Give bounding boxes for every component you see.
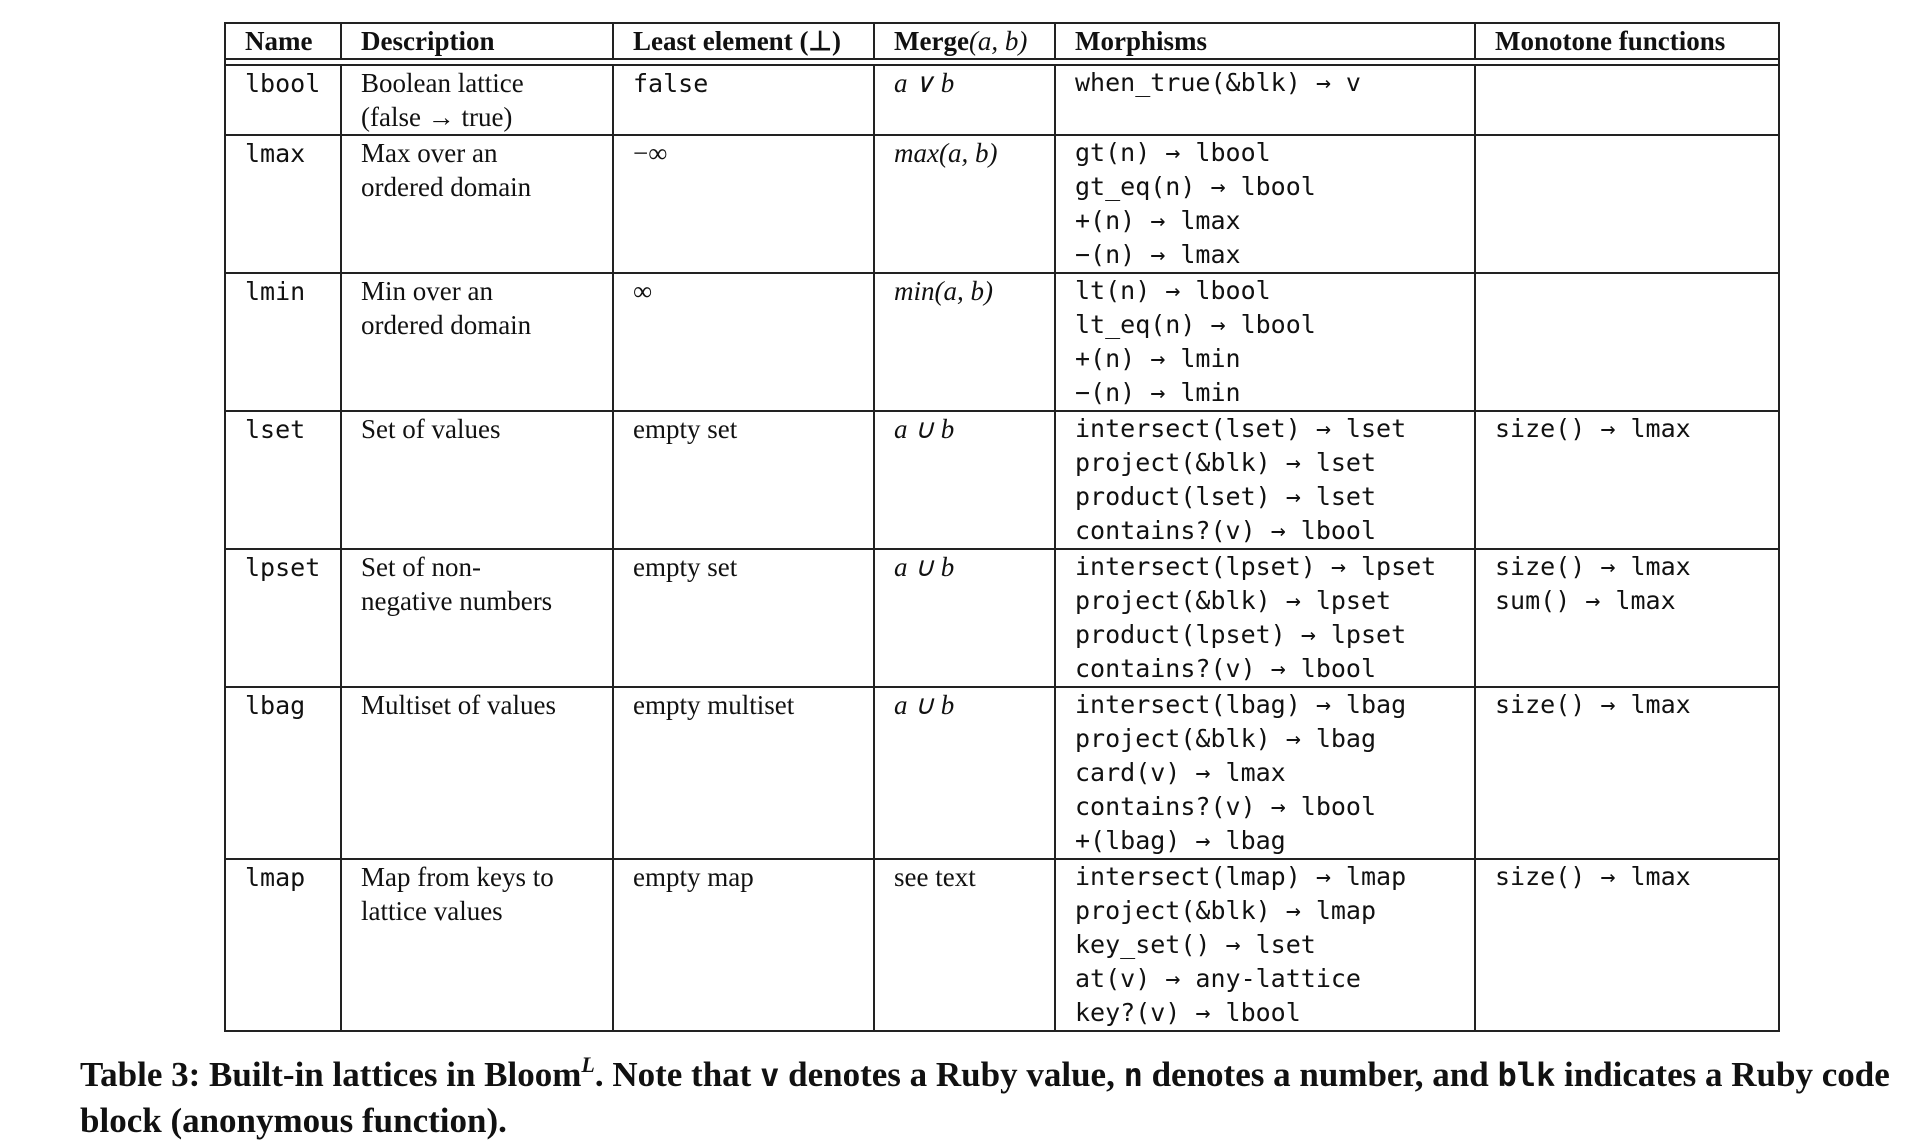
- cell-name: [225, 135, 341, 273]
- cell-monotone-functions: [1475, 549, 1779, 687]
- morphism-line: +(n) → lmax: [1075, 206, 1241, 235]
- morphism-line: project(&blk) → lpset: [1075, 586, 1392, 615]
- caption-text-2: . Note that: [594, 1055, 761, 1094]
- cell-name: [225, 549, 341, 687]
- cell-description: [341, 65, 613, 135]
- description-line: ordered domain: [361, 310, 532, 340]
- cell-merge: [874, 273, 1055, 411]
- cell-description: [341, 411, 613, 549]
- merge-value: a ∪ b: [894, 552, 955, 582]
- morphism-line: key?(v) → lbool: [1075, 998, 1301, 1027]
- lattice-name: lset: [245, 415, 306, 444]
- table-header-row: [225, 23, 1779, 59]
- cell-least-element: [613, 859, 874, 1031]
- least-element-value: empty map: [633, 862, 754, 892]
- monotone-line: size() → lmax: [1495, 552, 1691, 581]
- cell-name: [225, 687, 341, 859]
- morphism-line: project(&blk) → lset: [1075, 448, 1377, 477]
- morphism-line: lt_eq(n) → lbool: [1075, 310, 1316, 339]
- cell-morphisms: [1055, 411, 1475, 549]
- cell-least-element: [613, 549, 874, 687]
- cell-morphisms: [1055, 135, 1475, 273]
- least-element-value: −∞: [633, 138, 668, 168]
- merge-value: min(a, b): [894, 276, 993, 306]
- lattice-name: lbool: [245, 69, 321, 98]
- cell-merge: [874, 411, 1055, 549]
- caption-code-v: v: [760, 1056, 780, 1094]
- caption-text-5: indicates a Ruby code block (anonymous function).: [80, 1055, 1890, 1140]
- table-row: [225, 687, 1779, 859]
- caption-text-3: denotes a Ruby value,: [779, 1055, 1124, 1094]
- cell-least-element: [613, 65, 874, 135]
- cell-name: [225, 65, 341, 135]
- morphism-line: card(v) → lmax: [1075, 758, 1286, 787]
- table-row: [225, 411, 1779, 549]
- morphism-line: −(n) → lmin: [1075, 378, 1241, 407]
- header-merge-args: (a, b): [968, 26, 1028, 56]
- cell-description: [341, 549, 613, 687]
- morphism-line: contains?(v) → lbool: [1075, 516, 1377, 545]
- description-line: negative numbers: [361, 586, 553, 616]
- cell-merge: [874, 687, 1055, 859]
- cell-name: [225, 411, 341, 549]
- cell-monotone-functions: [1475, 687, 1779, 859]
- merge-value: max(a, b): [894, 138, 998, 168]
- table-caption: [80, 1052, 1920, 1143]
- header-merge: [874, 23, 1055, 59]
- morphism-line: +(lbag) → lbag: [1075, 826, 1286, 855]
- cell-morphisms: [1055, 549, 1475, 687]
- built-in-lattices-table: [224, 22, 1780, 1032]
- caption-code-blk: blk: [1497, 1056, 1556, 1094]
- caption-text-4: denotes a number, and: [1142, 1055, 1498, 1094]
- morphism-line: intersect(lset) → lset: [1075, 414, 1407, 443]
- cell-monotone-functions: [1475, 65, 1779, 135]
- cell-morphisms: [1055, 65, 1475, 135]
- header-least-element: Least element (⊥): [613, 23, 874, 59]
- cell-monotone-functions: [1475, 135, 1779, 273]
- cell-least-element: [613, 135, 874, 273]
- description-line: Max over an: [361, 138, 498, 168]
- monotone-line: size() → lmax: [1495, 414, 1691, 443]
- cell-monotone-functions: [1475, 859, 1779, 1031]
- header-morphisms: Morphisms: [1055, 23, 1475, 59]
- lattice-name: lpset: [245, 553, 321, 582]
- table-body: [225, 59, 1779, 1031]
- cell-least-element: [613, 273, 874, 411]
- header-description: Description: [341, 23, 613, 59]
- description-line: Set of values: [361, 414, 501, 444]
- cell-merge: [874, 859, 1055, 1031]
- merge-value: a ∪ b: [894, 414, 955, 444]
- lattice-table-container: [224, 22, 1778, 1032]
- cell-morphisms: [1055, 859, 1475, 1031]
- morphism-line: gt_eq(n) → lbool: [1075, 172, 1316, 201]
- morphism-line: −(n) → lmax: [1075, 240, 1241, 269]
- header-monotone-functions: Monotone functions: [1475, 23, 1779, 59]
- morphism-line: when_true(&blk) → v: [1075, 68, 1361, 97]
- cell-merge: [874, 65, 1055, 135]
- cell-name: [225, 273, 341, 411]
- morphism-line: lt(n) → lbool: [1075, 276, 1271, 305]
- cell-monotone-functions: [1475, 411, 1779, 549]
- cell-monotone-functions: [1475, 273, 1779, 411]
- morphism-line: product(lpset) → lpset: [1075, 620, 1407, 649]
- merge-value: see text: [894, 862, 976, 892]
- cell-description: [341, 859, 613, 1031]
- merge-value: a ∪ b: [894, 690, 955, 720]
- description-line: Map from keys to: [361, 862, 554, 892]
- merge-value: a ∨ b: [894, 68, 955, 98]
- description-line: Set of non-: [361, 552, 481, 582]
- description-line: (false → true): [361, 102, 513, 132]
- morphism-line: key_set() → lset: [1075, 930, 1316, 959]
- monotone-line: size() → lmax: [1495, 690, 1691, 719]
- morphism-line: contains?(v) → lbool: [1075, 792, 1377, 821]
- cell-description: [341, 273, 613, 411]
- cell-name: [225, 859, 341, 1031]
- table-row: [225, 135, 1779, 273]
- cell-merge: [874, 135, 1055, 273]
- header-merge-label: Merge: [894, 26, 969, 56]
- description-line: Boolean lattice: [361, 68, 524, 98]
- lattice-name: lmap: [245, 863, 306, 892]
- least-element-value: ∞: [633, 276, 653, 306]
- caption-superscript: L: [581, 1052, 595, 1077]
- lattice-name: lmin: [245, 277, 306, 306]
- table-row: [225, 65, 1779, 135]
- morphism-line: intersect(lpset) → lpset: [1075, 552, 1437, 581]
- description-line: Multiset of values: [361, 690, 556, 720]
- cell-merge: [874, 549, 1055, 687]
- morphism-line: project(&blk) → lmap: [1075, 896, 1377, 925]
- caption-code-n: n: [1123, 1056, 1143, 1094]
- lattice-name: lbag: [245, 691, 306, 720]
- table-row: [225, 549, 1779, 687]
- cell-description: [341, 135, 613, 273]
- least-element-value: false: [633, 69, 709, 98]
- morphism-line: intersect(lbag) → lbag: [1075, 690, 1407, 719]
- cell-morphisms: [1055, 273, 1475, 411]
- morphism-line: product(lset) → lset: [1075, 482, 1377, 511]
- cell-least-element: [613, 687, 874, 859]
- morphism-line: gt(n) → lbool: [1075, 138, 1271, 167]
- least-element-value: empty set: [633, 552, 738, 582]
- morphism-line: contains?(v) → lbool: [1075, 654, 1377, 683]
- header-name: Name: [225, 23, 341, 59]
- description-line: lattice values: [361, 896, 503, 926]
- table-row: [225, 273, 1779, 411]
- morphism-line: +(n) → lmin: [1075, 344, 1241, 373]
- lattice-name: lmax: [245, 139, 306, 168]
- cell-morphisms: [1055, 687, 1475, 859]
- monotone-line: sum() → lmax: [1495, 586, 1676, 615]
- morphism-line: at(v) → any-lattice: [1075, 964, 1361, 993]
- morphism-line: project(&blk) → lbag: [1075, 724, 1377, 753]
- least-element-value: empty multiset: [633, 690, 795, 720]
- caption-text-1: Table 3: Built-in lattices in Bloom: [80, 1055, 582, 1094]
- table-row: [225, 859, 1779, 1031]
- monotone-line: size() → lmax: [1495, 862, 1691, 891]
- cell-least-element: [613, 411, 874, 549]
- morphism-line: intersect(lmap) → lmap: [1075, 862, 1407, 891]
- least-element-value: empty set: [633, 414, 738, 444]
- description-line: Min over an: [361, 276, 493, 306]
- cell-description: [341, 687, 613, 859]
- description-line: ordered domain: [361, 172, 532, 202]
